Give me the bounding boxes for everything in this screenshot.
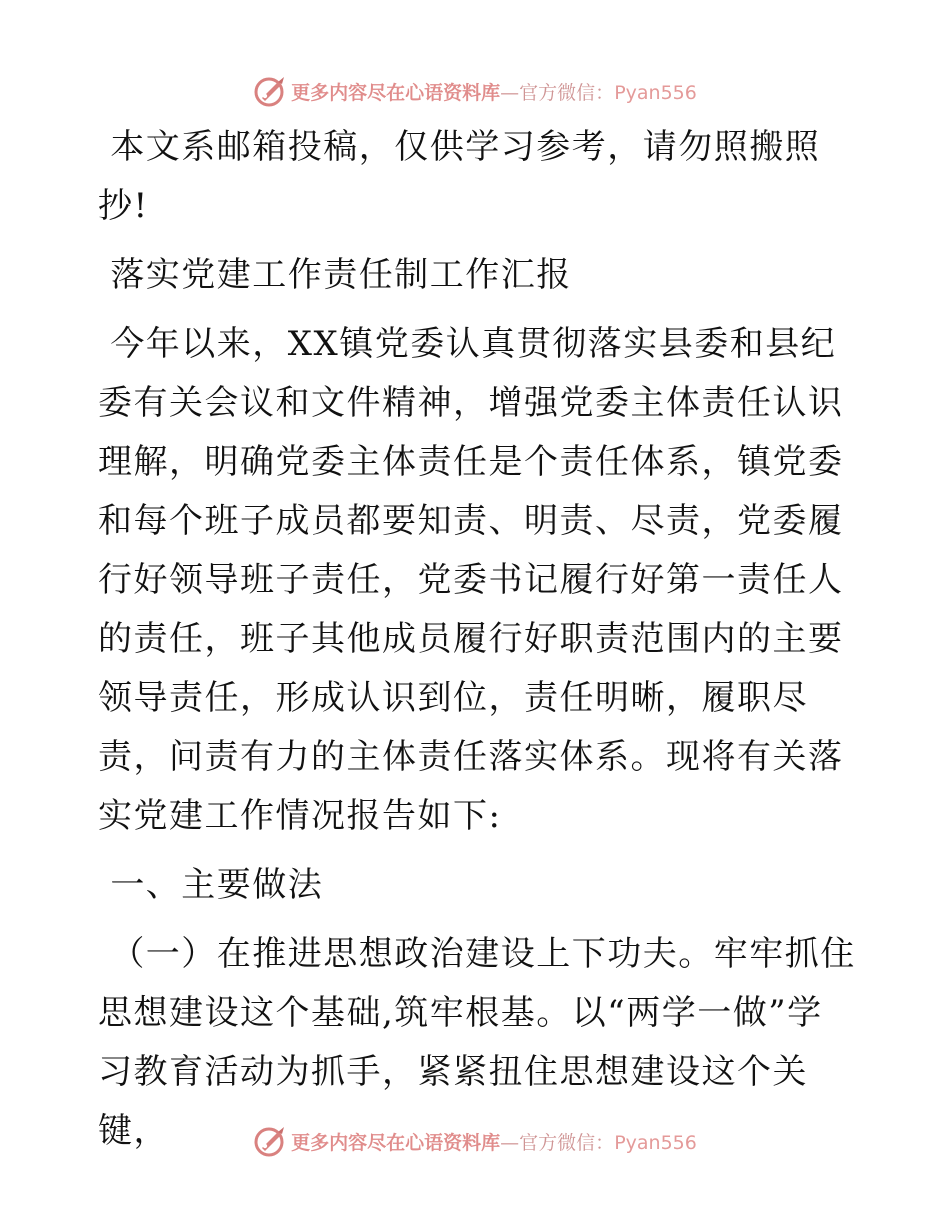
intro-notice: 本文系邮箱投稿，仅供学习参考，请勿照搬照 抄! [98,127,821,226]
watermark-account: Pyan556 [614,81,697,104]
watermark-text [291,78,697,105]
watermark-text [291,1128,697,1155]
watermark-brand: 更多内容尽在心语资料库 [291,81,501,104]
watermark-brand: 更多内容尽在心语资料库 [291,1131,501,1154]
report-title: 落实党建工作责任制工作汇报 [98,255,572,295]
quill-seal-icon [253,1124,287,1158]
header-watermark [0,71,950,111]
footer-watermark [0,1121,950,1161]
watermark-label: 官方微信： [519,81,615,104]
document-body [98,118,858,1161]
body-paragraph: 今年以来，XX镇党委认真贯彻落实县委和县纪委有关会议和文件精神，增强党委主体责任认识理解，明确党委主体责任是个责任体系，镇党委和每个班子成员都要知责、明责、尽责，党委履行好领导班子责任，党委书记履行好第一责任人的责任，班子其他成员履行好职责范围内的主要领导责任，形成认识到位，责任明晰，履职尽责，问责有力的主体责任落实体系。现将有关落实党建工作情况报告如下: [98,324,844,836]
watermark-label: 官方微信： [519,1131,615,1154]
quill-seal-icon [253,74,287,108]
subsection-paragraph: （一）在推进思想政治建设上下功夫。牢牢抓住思想建设这个基础,筑牢根基。以“两学一做”学习教育活动为抓手，紧紧扭住思想建设这个关键， [98,934,856,1151]
watermark-separator: — [500,81,520,104]
watermark-separator: — [500,1131,520,1154]
watermark-account: Pyan556 [614,1131,697,1154]
section-heading: 一、主要做法 [98,865,324,905]
